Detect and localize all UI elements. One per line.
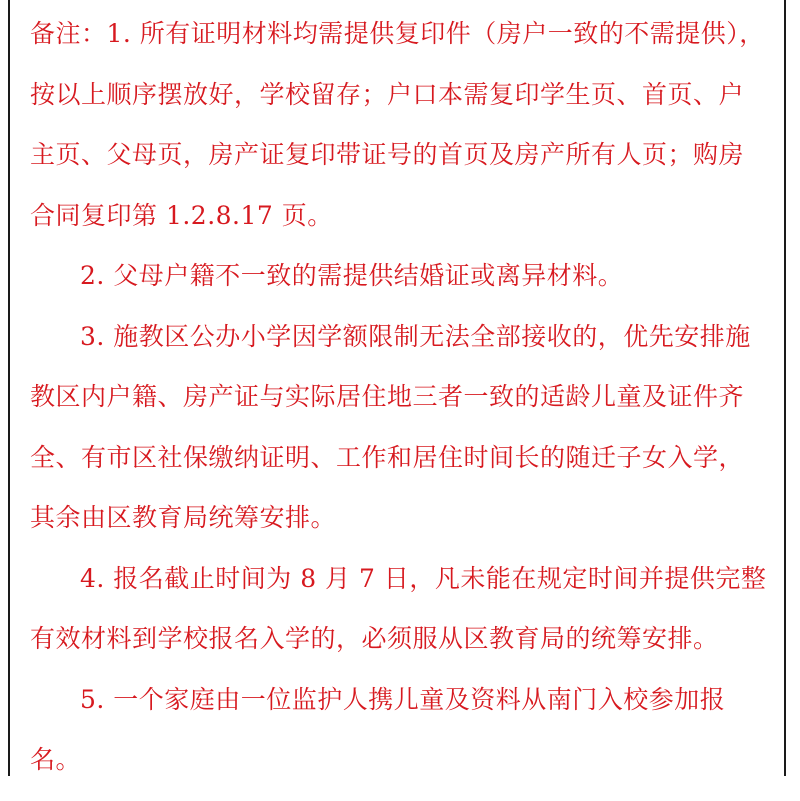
note-4-line-2: 有效材料到学校报名入学的，必须服从区教育局的统筹安排。 bbox=[30, 624, 719, 653]
note-3-line-2: 教区内户籍、房产证与实际居住地三者一致的适龄儿童及证件齐 bbox=[30, 382, 745, 411]
note-1-line-2: 按以上顺序摆放好，学校留存；户口本需复印学生页、首页、户 bbox=[30, 79, 745, 109]
note-1-line-4: 合同复印第 1.2.8.17 页。 bbox=[30, 200, 333, 230]
notes-box bbox=[8, 0, 786, 776]
note-3-line-3: 全、有市区社保缴纳证明、工作和居住时间长的随迁子女入学， bbox=[30, 442, 745, 472]
note-1-line-3: 主页、父母页，房产证复印带证号的首页及房产所有人页；购房 bbox=[30, 140, 745, 169]
notes-content bbox=[30, 14, 782, 801]
note-4-line-1: 4. 报名截止时间为 8 月 7 日，凡未能在规定时间并提供完整 bbox=[80, 563, 767, 593]
note-3-line-4: 其余由区教育局统筹安排。 bbox=[30, 503, 337, 532]
note-3-line-1: 3. 施教区公办小学因学额限制无法全部接收的，优先安排施 bbox=[80, 321, 751, 351]
note-2-line-1: 2. 父母户籍不一致的需提供结婚证或离异材料。 bbox=[80, 261, 624, 290]
note-1-line-1: 备注：1. 所有证明材料均需提供复印件（房户一致的不需提供）， bbox=[30, 19, 765, 48]
note-5-line-2: 名。 bbox=[30, 745, 82, 774]
note-5-line-1: 5. 一个家庭由一位监护人携儿童及资料从南门入校参加报 bbox=[80, 684, 726, 714]
